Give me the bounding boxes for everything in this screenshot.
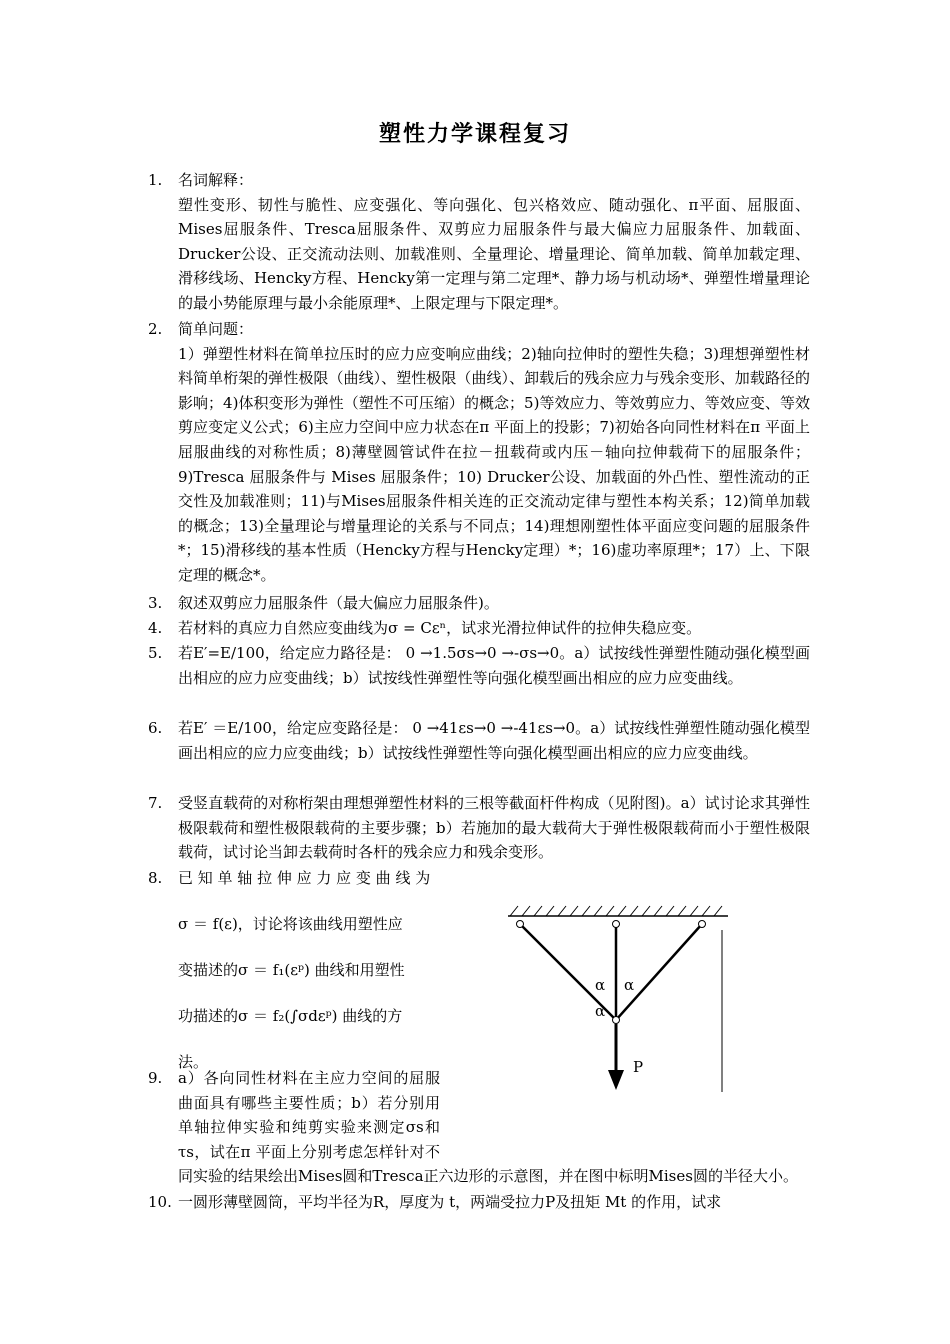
angle-label-left: α <box>595 976 606 994</box>
truss-figure <box>500 900 740 1100</box>
question-text-line: 功描述的σ ＝ f₂(∫σdεᵖ) 曲线的方 <box>178 1007 403 1025</box>
angle-label-bottom: α <box>595 1002 606 1020</box>
right-pin <box>699 921 706 928</box>
question-number: 2. <box>148 320 163 338</box>
question-number: 4. <box>148 619 163 637</box>
page-title: 塑性力学课程复习 <box>378 122 571 147</box>
question-number: 1. <box>148 171 163 189</box>
load-label: P <box>633 1058 644 1076</box>
question-number: 3. <box>148 594 163 612</box>
question-text-line: 变描述的σ ＝ f₁(εᵖ) 曲线和用塑性 <box>178 961 405 979</box>
angle-label-right: α <box>624 976 635 994</box>
load-arrow-head <box>608 1070 624 1090</box>
left-pin <box>517 921 524 928</box>
question-text: 若材料的真应力自然应变曲线为σ = Cεⁿ，试求光滑拉伸试件的拉伸失稳应变。 <box>178 619 702 637</box>
question-number: 10. <box>148 1193 172 1211</box>
question-text: 塑性变形、韧性与脆性、应变强化、等向强化、包兴格效应、随动强化、π平面、屈服面、Mises屈服条件、Tresca屈服条件、双剪应力屈服条件与最大偏应力屈服条件、加载面、Drucker公设、正交流动法则、加载准则、全量理论、增量理论、简单加载、简单加载定理、滑移线场、Hencky方程、Hencky第一定理与第二定理*、静力场与机动场*、弹塑性增量理论的最小势能原理与最小余能原理*、上限定理与下限定理*。 <box>178 195 810 312</box>
question-text: 1）弹塑性材料在简单拉压时的应力应变响应曲线；2)轴向拉伸时的塑性失稳；3)理想弹塑性材料简单桁架的弹性极限（曲线）、塑性极限（曲线）、卸载后的残余应力与残余变形、加载路径的影响；4)体积变形为弹性（塑性不可压缩）的概念；5)等效应力、等效剪应力、等效应变、等效剪应变定义公式；6)主应力空间中应力状态在π 平面上的投影；7)初始各向同性材料在π 平面上屈服曲线的对称性质；8)薄壁圆管试件在拉－扭载荷或内压－轴向拉伸载荷下的屈服条件；9)Tresca 屈服条件与 Mises 屈服条件；10) Drucker公设、加载面的外凸性、塑性流动的正交性及加载准则；11)与Mises屈服条件相关连的正交流动定律与塑性本构关系；12)简单加载的概念；13)全量理论与增量理论的关系与不同点；14)理想刚塑性体平面应变问题的屈服条件*；15)滑移线的基本性质（Hencky方程与Hencky定理）*；16)虚功率原理*；17）上、下限定理的概念*。 <box>178 344 810 584</box>
right-bar <box>616 924 702 1020</box>
question-2 <box>148 317 810 588</box>
question-text-line: σ ＝ f(ε)，讨论将该曲线用塑性应 <box>178 915 403 933</box>
question-heading: 名词解释： <box>178 171 254 189</box>
question-text: 若E′ ＝E/100，给定应变路径是： 0 →41εs→0 →-41εs→0。a）试按线性弹塑性随动强化模型画出相应的应力应变曲线；b）试按线性弹塑性等向强化模型画出相应的应力应变曲线。 <box>178 719 810 762</box>
middle-pin <box>613 921 620 928</box>
question-text-line: 法。 <box>178 1053 209 1071</box>
question-4 <box>148 616 810 641</box>
question-number: 6. <box>148 719 163 737</box>
question-number: 7. <box>148 794 163 812</box>
question-5 <box>148 641 810 690</box>
question-number: 9. <box>148 1069 163 1087</box>
question-heading: 简单问题： <box>178 320 254 338</box>
question-number: 5. <box>148 644 163 662</box>
joint-pin <box>613 1017 620 1024</box>
question-text-line: 已 知 单 轴 拉 伸 应 力 应 变 曲 线 为 <box>178 869 431 887</box>
question-10 <box>148 1190 810 1215</box>
question-3 <box>148 591 810 616</box>
question-text: 一圆形薄壁圆筒，平均半径为R，厚度为 t，两端受拉力P及扭矩 Mt 的作用，试求 <box>178 1193 722 1211</box>
ceiling-hatch <box>510 906 722 916</box>
question-1 <box>148 168 810 316</box>
question-text: a）各向同性材料在主应力空间的屈服曲面具有哪些主要性质；b）若分别用单轴拉伸实验和纯剪实验来测定σs和τs，试在π 平面上分别考虑怎样针对不同实验的结果绘出Mises圆和Tresca正六边形的示意图，并在图中标明Mises圆的半径大小。 <box>178 1069 798 1186</box>
question-text: 受竖直载荷的对称桁架由理想弹塑性材料的三根等截面杆件构成（见附图)。a）试讨论求其弹性极限载荷和塑性极限载荷的主要步骤；b）若施加的最大载荷大于弹性极限载荷而小于塑性极限载荷，试讨论当卸去载荷时各杆的残余应力和残余变形。 <box>178 794 810 862</box>
question-text: 叙述双剪应力屈服条件（最大偏应力屈服条件)。 <box>178 594 499 612</box>
question-7 <box>148 791 810 865</box>
question-6 <box>148 716 810 765</box>
question-number: 8. <box>148 869 163 887</box>
question-text: 若E′=E/100，给定应力路径是： 0 →1.5σs→0 →-σs→0。a）试按线性弹塑性随动强化模型画出相应的应力应变曲线；b）试按线性弹塑性等向强化模型画出相应的应力应变曲线。 <box>178 644 810 687</box>
